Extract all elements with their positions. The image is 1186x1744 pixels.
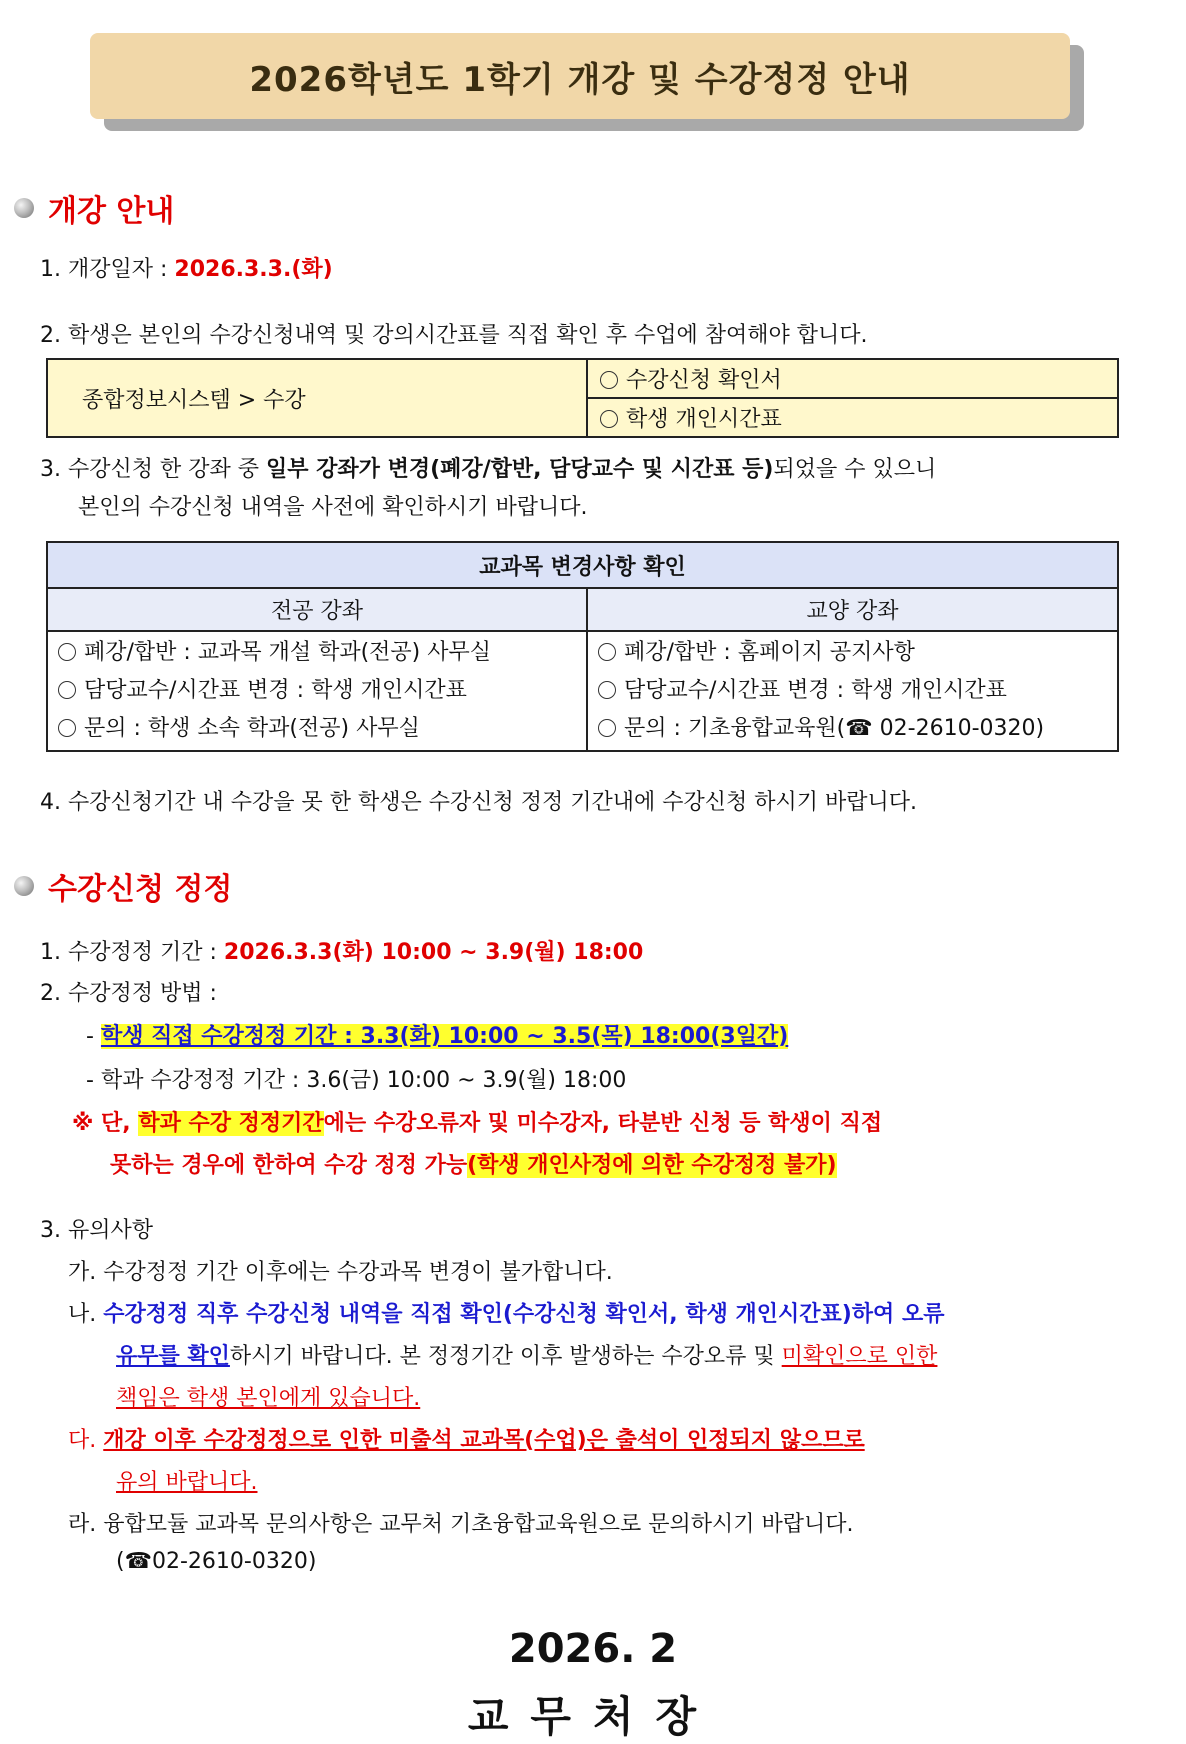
circle-icon	[600, 371, 618, 389]
note-line-1: ※ 단, 학과 수강 정정기간에는 수강오류자 및 미수강자, 타분반 신청 등 학생이 직접	[72, 1111, 883, 1136]
course-change-line-2: 본인의 수강신청 내역을 사전에 확인하시기 바랍니다.	[78, 495, 588, 520]
caution-na-3: 책임은 학생 본인에게 있습니다.	[116, 1386, 421, 1411]
major-info-cell	[47, 631, 587, 751]
caution-heading: 3. 유의사항	[40, 1218, 153, 1243]
footer-signature: 교무처장	[467, 1692, 719, 1741]
section-open-title: 개강 안내	[48, 194, 175, 229]
circle-icon	[58, 681, 76, 699]
list-item: 폐강/합반 : 홈페이지 공지사항	[598, 634, 1107, 672]
major-column-header: 전공 강좌	[47, 588, 587, 631]
system-option-1: 수강신청 확인서	[587, 359, 1118, 398]
bullet-ball-icon	[14, 198, 34, 218]
bullet-ball-icon	[14, 876, 34, 896]
student-correction-period: 학생 직접 수강정정 기간 : 3.3(화) 10:00 ~ 3.5(목) 18:00(3일간)	[100, 1024, 789, 1049]
circle-icon	[598, 681, 616, 699]
correction-period-value: 2026.3.3(화) 10:00 ~ 3.9(월) 18:00	[223, 940, 644, 965]
course-change-line: 3. 수강신청 한 강좌 중 일부 강좌가 변경(폐강/합반, 담당교수 및 시간표 등)되었을 수 있으니	[40, 457, 937, 482]
caution-na-2: 유무를 확인하시기 바랍니다. 본 정정기간 이후 발생하는 수강오류 및 미확인으로 인한	[116, 1344, 938, 1369]
liberal-column-header: 교양 강좌	[587, 588, 1118, 631]
note-line-2: 못하는 경우에 한하여 수강 정정 가능(학생 개인사정에 의한 수강정정 불가)	[110, 1153, 837, 1178]
caution-da-1: 다. 개강 이후 수강정정으로 인한 미출석 교과목(수업)은 출석이 인정되지 않으므로	[68, 1428, 865, 1453]
open-date-line: 1. 개강일자 : 2026.3.3.(화)	[40, 257, 333, 282]
caution-ra-phone: (☎02-2610-0320)	[116, 1549, 317, 1574]
circle-icon	[58, 643, 76, 661]
caution-ga: 가. 수강정정 기간 이후에는 수강과목 변경이 불가합니다.	[68, 1260, 613, 1285]
footer-date: 2026. 2	[508, 1626, 678, 1672]
caution-na-1: 나. 수강정정 직후 수강신청 내역을 직접 확인(수강신청 확인서, 학생 개인시간표)하여 오류	[68, 1302, 945, 1327]
circle-icon	[598, 643, 616, 661]
change-table-header: 교과목 변경사항 확인	[47, 542, 1118, 588]
caution-da-2: 유의 바랍니다.	[116, 1470, 258, 1495]
caution-ra: 라. 융합모듈 교과목 문의사항은 교무처 기초융합교육원으로 문의하시기 바랍니다.	[68, 1512, 854, 1537]
list-item: 담당교수/시간표 변경 : 학생 개인시간표	[598, 672, 1107, 710]
page-title: 2026학년도 1학기 개강 및 수강정정 안내	[90, 33, 1070, 119]
circle-icon	[58, 719, 76, 737]
dept-correction-line: - 학과 수강정정 기간 : 3.6(금) 10:00 ~ 3.9(월) 18:00	[86, 1068, 627, 1093]
list-item: 문의 : 기초융합교육원(☎ 02-2610-0320)	[598, 710, 1107, 748]
system-path-table	[46, 358, 1119, 438]
list-item: 문의 : 학생 소속 학과(전공) 사무실	[58, 710, 576, 748]
open-date-value: 2026.3.3.(화)	[174, 257, 333, 282]
section-correction-heading	[14, 864, 232, 908]
list-item: 폐강/합반 : 교과목 개설 학과(전공) 사무실	[58, 634, 576, 672]
circle-icon	[600, 410, 618, 428]
course-change-table	[46, 541, 1119, 752]
late-registration-line: 4. 수강신청기간 내 수강을 못 한 학생은 수강신청 정정 기간내에 수강신청 하시기 바랍니다.	[40, 790, 917, 815]
liberal-info-cell	[587, 631, 1118, 751]
system-path-cell: 종합정보시스템 > 수강	[47, 359, 587, 437]
correction-period-line: 1. 수강정정 기간 : 2026.3.3(화) 10:00 ~ 3.9(월) 18:00	[40, 940, 644, 965]
system-option-2: 학생 개인시간표	[587, 398, 1118, 437]
list-item: 담당교수/시간표 변경 : 학생 개인시간표	[58, 672, 576, 710]
check-schedule-line: 2. 학생은 본인의 수강신청내역 및 강의시간표를 직접 확인 후 수업에 참여해야 합니다.	[40, 323, 868, 348]
section-open-heading	[14, 186, 174, 230]
circle-icon	[598, 719, 616, 737]
section-correction-title: 수강신청 정정	[48, 872, 233, 907]
student-correction-line: - 학생 직접 수강정정 기간 : 3.3(화) 10:00 ~ 3.5(목) 18:00(3일간)	[86, 1024, 789, 1049]
correction-method-line: 2. 수강정정 방법 :	[40, 981, 217, 1006]
